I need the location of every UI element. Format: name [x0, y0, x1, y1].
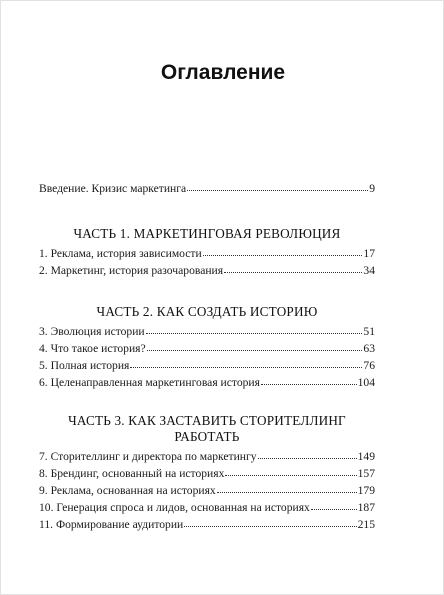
entry-page-number: 34	[363, 264, 375, 277]
entry-label: 10. Генерация спроса и лидов, основанная на историях	[39, 501, 310, 514]
dot-leader	[184, 516, 356, 527]
part-heading-line: ЧАСТЬ 2. КАК СОЗДАТЬ ИСТОРИЮ	[96, 304, 318, 319]
toc-entry-chapter-6	[39, 375, 375, 390]
entry-label: 11. Формирование аудитории	[39, 518, 184, 531]
part-heading-line: ЧАСТЬ 3. КАК ЗАСТАВИТЬ СТОРИТЕЛЛИНГ	[68, 413, 346, 428]
dot-leader	[147, 340, 363, 351]
dot-leader	[217, 482, 357, 493]
entry-page-number: 215	[357, 518, 375, 531]
entry-page-number: 17	[363, 247, 375, 260]
entry-page-number: 51	[363, 325, 375, 338]
entry-label: 1. Реклама, история зависимости	[39, 247, 202, 260]
part-heading-line: РАБОТАТЬ	[174, 429, 240, 444]
toc-entry-chapter-1	[39, 246, 375, 261]
entry-label: Введение. Кризис маркетинга	[39, 182, 187, 195]
entry-page-number: 179	[357, 484, 375, 497]
dot-leader	[146, 323, 363, 334]
dot-leader	[225, 465, 356, 476]
entry-page-number: 187	[357, 501, 375, 514]
dot-leader	[130, 357, 362, 368]
entry-label: 8. Брендинг, основанный на историях	[39, 467, 225, 480]
entry-page-number: 76	[363, 359, 375, 372]
toc-entry-chapter-2	[39, 263, 375, 278]
dot-leader	[224, 262, 362, 273]
part-3-heading	[39, 413, 375, 445]
dot-leader	[203, 245, 363, 256]
toc-entry-chapter-3	[39, 324, 375, 339]
toc-entry-chapter-8	[39, 466, 375, 481]
entry-label: 4. Что такое история?	[39, 342, 146, 355]
toc-entry-chapter-4	[39, 341, 375, 356]
toc-entry-chapter-11	[39, 517, 375, 532]
entry-label: 2. Маркетинг, история разочарования	[39, 264, 224, 277]
dot-leader	[187, 180, 368, 191]
part-heading-line: ЧАСТЬ 1. МАРКЕТИНГОВАЯ РЕВОЛЮЦИЯ	[73, 226, 341, 241]
entry-label: 7. Сторителлинг и директора по маркетингу	[39, 450, 257, 463]
entry-label: 5. Полная история	[39, 359, 130, 372]
entry-page-number: 157	[357, 467, 375, 480]
entry-page-number: 104	[357, 376, 375, 389]
dot-leader	[311, 499, 357, 510]
entry-label: 9. Реклама, основанная на историях	[39, 484, 216, 497]
entry-page-number: 63	[363, 342, 375, 355]
toc-entry-chapter-7	[39, 449, 375, 464]
page-title: Оглавление	[160, 61, 286, 84]
toc-entry-chapter-9	[39, 483, 375, 498]
dot-leader	[261, 374, 357, 385]
toc-entry-intro	[39, 181, 375, 196]
entry-page-number: 9	[369, 182, 375, 195]
toc-entry-chapter-10	[39, 500, 375, 515]
part-2-heading	[39, 304, 375, 320]
entry-label: 6. Целенаправленная маркетинговая история	[39, 376, 260, 389]
dot-leader	[258, 448, 357, 459]
toc-entry-chapter-5	[39, 358, 375, 373]
entry-page-number: 149	[357, 450, 375, 463]
part-1-heading	[39, 226, 375, 242]
entry-label: 3. Эволюция истории	[39, 325, 145, 338]
